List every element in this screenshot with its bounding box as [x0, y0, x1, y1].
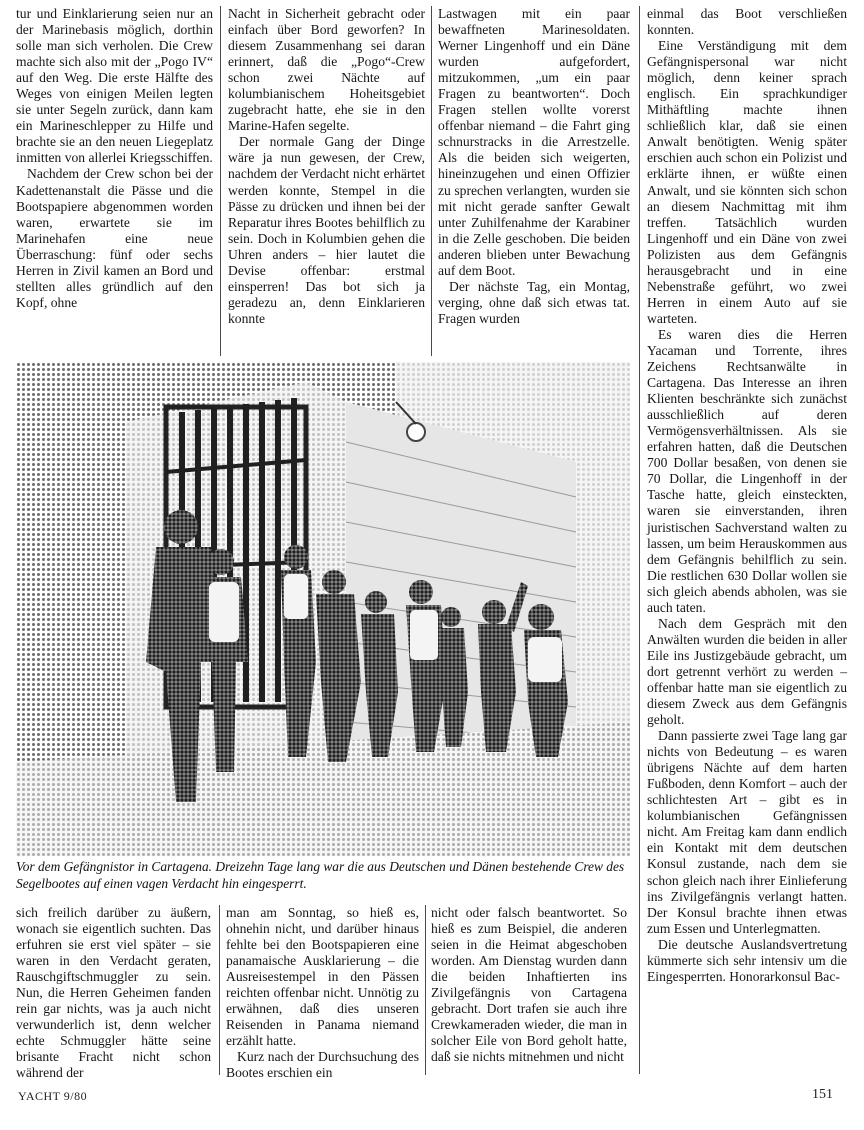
text-column-5	[16, 905, 211, 1082]
paragraph: nicht oder falsch beantwortet. So hieß es zum Beispiel, die anderen seien in die Heimat abgeschoben worden. Am Dienstag wurden dann die beiden Inhaftierten ins Zivilgefängnis von Cartagena gebracht. Dort trafen sie auch ihre Crewkameraden wieder, die man in solcher Eile von Bord geholt hatte, daß sie nichts mitnehmen und nicht	[431, 905, 627, 1065]
text-column-7	[431, 905, 627, 1065]
column-rule	[220, 6, 221, 356]
paragraph: tur und Einklarierung seien nur an der Marinebasis möglich, dorthin solle man sich verholen. Die Crew machte sich also mit der „Pogo IV“ auf den Weg. Die erste Hälfte des Weges von einigen Meilen legten sie unter Segeln zurück, dann kam ein Marineschlepper zu Hilfe und brachte sie an den neuen Liegeplatz inmitten von allerlei Kriegsschiffen.	[16, 6, 213, 166]
paragraph: sich freilich darüber zu äußern, wonach sie eigentlich suchten. Das erfuhren sie erst viel später – sie waren in den Verdacht geraten, Rauschgiftschmuggler zu sein. Nun, die Herren Geheimen fanden rein gar nichts, was ja auch nicht verwunderlich ist, denn welcher echte Schmuggler hätte seine brisante Fracht nicht schon während der	[16, 905, 211, 1081]
paragraph: Nachdem der Crew schon bei der Kadettenanstalt die Pässe und die Bootspapiere abgenommen worden waren, erwartete sie im Marinehafen eine neue Überraschung: fünf oder sechs Herren in Zivil kamen an Bord und stellten alles gründlich auf den Kopf, ohne	[16, 166, 213, 310]
magazine-issue: YACHT 9/80	[18, 1089, 88, 1103]
text-column-4	[647, 6, 847, 985]
text-column-6	[226, 905, 419, 1082]
paragraph: man am Sonntag, so hieß es, ohnehin nicht, und darüber hinaus fehlte bei den Bootspapieren eine panamaische Ausklarierung – die Ausreisestempel in den Pässen reichten offenbar nicht. Unnötig zu erwähnen, daß dies unseren Reisenden in Panama niemand erzählt hatte.	[226, 905, 419, 1049]
text-column-1	[16, 6, 213, 311]
text-column-2	[228, 6, 425, 327]
column-rule	[425, 905, 426, 1075]
paragraph: Lastwagen mit ein paar bewaffneten Marinesoldaten. Werner Lingenhoff und ein Däne wurden aufgefordert, mitzukommen, „um ein paar Fragen zu beantworten“. Doch Fragen stellen wollte vorerst offenbar niemand – die Fahrt ging schnurstracks in die Arrestzelle. Als die beiden sich weigerten, hineinzugehen und einen Offizier zu sprechen verlangten, wurden sie mit nicht gerade sanfter Gewalt unter Zuhilfenahme der Karabiner in die Zelle geschoben. Die beiden anderen blieben unter Bewachung auf dem Boot.	[438, 6, 630, 278]
text-column-3	[438, 6, 630, 327]
paragraph: Kurz nach der Durchsuchung des Bootes erschien ein	[226, 1049, 419, 1081]
paragraph: Die deutsche Auslandsvertretung kümmerte sich sehr intensiv um die Eingesperrten. Honorarkonsul Bac-	[647, 936, 847, 984]
paragraph: Eine Verständigung mit dem Gefängnispersonal war nicht möglich, denn keiner sprach englisch. Ein sprachkundiger Mithäftling machte ihnen schließlich klar, daß sie einen Anwalt benötigten. Wenig später erschien auch schon ein Polizist und erklärte ihnen, er wüßte einen Anwalt, und sie könnten sich schon an diesem Nachmittag mit ihm treffen. Tatsächlich wurden Lingenhoff und ein Däne von zwei Polizisten aus dem Gefängnis herausgebracht und in eine Nebenstraße geführt, wo zwei Herren in einem Auto auf sie warteten.	[647, 38, 847, 326]
page-number: 151	[812, 1087, 833, 1102]
column-rule	[219, 905, 220, 1075]
column-rule	[431, 6, 432, 356]
paragraph: Es waren dies die Herren Yacaman und Torrente, ihres Zeichens Rechtsanwälte in Cartagena. Das Interesse an ihren Klienten beschränkte sich zunächst ausschließlich auf deren Vermögensverhältnissen. Als sie erfahren hatten, daß die Deutschen 700 Dollar besaßen, von denen sie 70 Dollar, die Lingenhoff in der Tasche hatte, gleich einsteckten, waren sie einverstanden, ihren juristischen Sachverstand walten zu lassen, um beim Herauskommen aus dem Gefängnis behilflich zu sein. Die restlichen 630 Dollar wollen sie sich gleich abends abholen, was sie auch taten.	[647, 326, 847, 615]
paragraph: Nach dem Gespräch mit den Anwälten wurden die beiden in aller Eile ins Justizgebäude gebracht, um dort getrennt verhört zu werden – offenbar hatte man sie eigentlich zu diesem Zweck aus dem Gefängnis geholt.	[647, 615, 847, 728]
paragraph: einmal das Boot verschließen konnten.	[647, 6, 847, 38]
paragraph: Der nächste Tag, ein Montag, verging, ohne daß sich etwas tat. Fragen wurden	[438, 278, 630, 326]
prison-gate-photo	[16, 362, 630, 856]
photo-caption: Vor dem Gefängnistor in Cartagena. Dreizehn Tage lang war die aus Deutschen und Dänen bestehende Crew des Segelbootes auf einen vagen Verdacht hin eingesperrt.	[16, 859, 625, 891]
paragraph: Dann passierte zwei Tage lang gar nichts von Bedeutung – es waren übrigens Nächte auf dem harten Fußboden, denn Komfort – auch der schlichtesten Art – gibt es in kolumbianischen Gefängnissen nicht. Am Freitag kam dann endlich ein Kontakt mit dem deutschen Konsul zustande, nach dem sie schon gleich nach ihrer Einlieferung ins Zivilgefängnis verlangt hatten. Der Konsul brachte ihnen etwas zum Essen und Unterlegmatten.	[647, 728, 847, 936]
column-rule	[639, 6, 640, 1074]
paragraph: Der normale Gang der Dinge wäre ja nun gewesen, der Crew, nachdem der Verdacht nicht erhärtet werden konnte, Stempel in die Pässe zu drücken und ihnen bei der Reparatur ihres Bootes behilflich zu sein. Doch in Kolumbien gehen die Uhren anders – hier lautet die Devise offenbar: erstmal einsperren! Das bot sich ja geradezu an, denn Einklarieren konnte	[228, 134, 425, 326]
paragraph: Nacht in Sicherheit gebracht oder einfach über Bord geworfen? In diesem Zusammenhang sei daran erinnert, daß die „Pogo“-Crew schon zwei Nächte auf kolumbianischem Hoheitsgebiet zugebracht hatte, ehe sie in den Marine-Hafen segelte.	[228, 6, 425, 134]
